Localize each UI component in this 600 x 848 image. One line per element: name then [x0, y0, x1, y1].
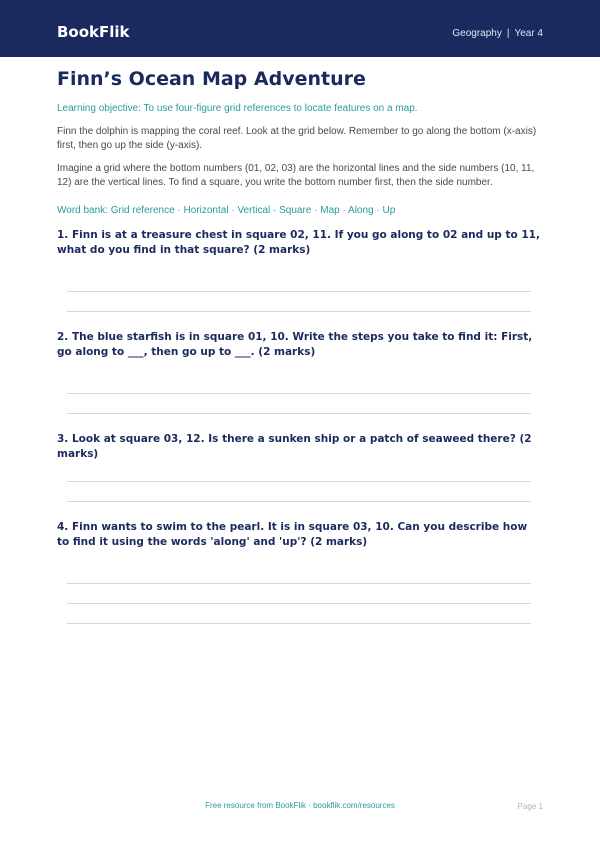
footer-text: Free resource from BookFlik · bookflik.com/resources: [205, 801, 395, 810]
meta-separator: |: [506, 28, 510, 39]
answer-line[interactable]: [67, 603, 531, 604]
question-3: 3. Look at square 03, 12. Is there a sunken ship or a patch of seaweed there? (2 marks): [57, 433, 532, 460]
answer-line[interactable]: [67, 291, 531, 292]
header-meta: [452, 28, 543, 39]
learning-objective: Learning objective: To use four-figure grid references to locate features on a map.: [57, 103, 418, 114]
question-4: 4. Finn wants to swim to the pearl. It is in square 03, 10. Can you describe how to find it using the words 'along' and 'up'? (2 marks): [57, 521, 528, 548]
answer-line[interactable]: [67, 481, 531, 482]
instructions-paragraph: Imagine a grid where the bottom numbers (01, 02, 03) are the horizontal lines and the side numbers (10, 11, 12) are the vertical lines. To find a square, you write the bottom number first, then the side number.: [57, 163, 535, 188]
page-title: Finn’s Ocean Map Adventure: [57, 68, 366, 90]
word-bank: Word bank: Grid reference · Horizontal · Vertical · Square · Map · Along · Up: [57, 205, 396, 216]
worksheet-intro: [57, 64, 543, 218]
year-label: Year 4: [514, 28, 543, 39]
question-2: 2. The blue starfish is in square 01, 10. Write the steps you take to find it: First, go along to ___, then go up to ___. (2 marks): [57, 331, 533, 358]
answer-line[interactable]: [67, 311, 531, 312]
intro-paragraph: Finn the dolphin is mapping the coral reef. Look at the grid below. Remember to go along the bottom (x-axis) first, then go up the side (y-axis).: [57, 126, 537, 151]
question-1: 1. Finn is at a treasure chest in square 02, 11. If you go along to 02 and up to 11, what do you find in that square? (2 marks): [57, 229, 540, 256]
answer-line[interactable]: [67, 623, 531, 624]
answer-line[interactable]: [67, 501, 531, 502]
answer-line[interactable]: [67, 583, 531, 584]
subject-label: Geography: [452, 28, 502, 39]
page-header: [0, 0, 600, 57]
brand-logo-text: BookFlik: [57, 23, 130, 41]
page-number: Page 1: [517, 802, 543, 811]
answer-line[interactable]: [67, 413, 531, 414]
answer-line[interactable]: [67, 393, 531, 394]
